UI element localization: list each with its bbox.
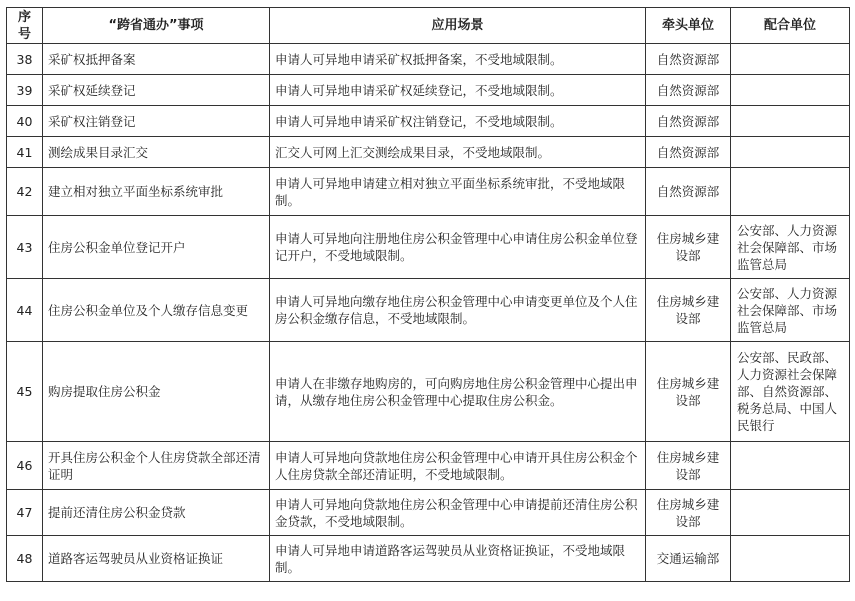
cell-no: 38: [7, 44, 43, 75]
cell-no: 46: [7, 442, 43, 490]
table-row: [7, 279, 850, 342]
table-row: [7, 342, 850, 442]
table-row: [7, 168, 850, 216]
cell-lead: 交通运输部: [646, 536, 731, 582]
table-row: [7, 442, 850, 490]
cell-item: 住房公积金单位登记开户: [43, 216, 270, 279]
cell-item: 提前还清住房公积金贷款: [43, 490, 270, 536]
cell-no: 43: [7, 216, 43, 279]
cell-item: 购房提取住房公积金: [43, 342, 270, 442]
cell-item: 采矿权延续登记: [43, 75, 270, 106]
cell-lead: 自然资源部: [646, 44, 731, 75]
cell-scene: 申请人可异地向贷款地住房公积金管理中心申请开具住房公积金个人住房贷款全部还清证明，不受地域限制。: [270, 442, 646, 490]
cell-coop: 公安部、人力资源社会保障部、市场监管总局: [731, 279, 850, 342]
cross-province-services-table: [6, 7, 850, 582]
cell-coop: 公安部、民政部、人力资源社会保障部、自然资源部、税务总局、中国人民银行: [731, 342, 850, 442]
cell-no: 39: [7, 75, 43, 106]
table-row: [7, 490, 850, 536]
cell-coop: [731, 168, 850, 216]
header-no: 序号: [7, 8, 43, 44]
cell-coop: [731, 75, 850, 106]
cell-coop: 公安部、人力资源社会保障部、市场监管总局: [731, 216, 850, 279]
cell-lead: 自然资源部: [646, 106, 731, 137]
cell-no: 48: [7, 536, 43, 582]
cell-lead: 住房城乡建设部: [646, 216, 731, 279]
table-row: [7, 75, 850, 106]
table-row: [7, 106, 850, 137]
cell-scene: 申请人可异地向贷款地住房公积金管理中心申请提前还清住房公积金贷款，不受地域限制。: [270, 490, 646, 536]
cell-no: 40: [7, 106, 43, 137]
cell-lead: 住房城乡建设部: [646, 279, 731, 342]
table-row: [7, 536, 850, 582]
cell-coop: [731, 106, 850, 137]
cell-lead: 自然资源部: [646, 168, 731, 216]
cell-scene: 申请人可异地申请建立相对独立平面坐标系统审批，不受地域限制。: [270, 168, 646, 216]
cell-no: 44: [7, 279, 43, 342]
cell-item: 采矿权抵押备案: [43, 44, 270, 75]
cell-scene: 申请人可异地申请采矿权延续登记，不受地域限制。: [270, 75, 646, 106]
header-coop: 配合单位: [731, 8, 850, 44]
cell-lead: 住房城乡建设部: [646, 490, 731, 536]
cell-lead: 自然资源部: [646, 137, 731, 168]
cell-coop: [731, 536, 850, 582]
cell-coop: [731, 137, 850, 168]
cell-coop: [731, 490, 850, 536]
cell-item: 采矿权注销登记: [43, 106, 270, 137]
cell-no: 41: [7, 137, 43, 168]
cell-scene: 申请人可异地申请道路客运驾驶员从业资格证换证，不受地域限制。: [270, 536, 646, 582]
cell-coop: [731, 44, 850, 75]
table-row: [7, 44, 850, 75]
cell-item: 开具住房公积金个人住房贷款全部还清证明: [43, 442, 270, 490]
cell-item: 道路客运驾驶员从业资格证换证: [43, 536, 270, 582]
cell-no: 47: [7, 490, 43, 536]
cell-coop: [731, 442, 850, 490]
header-lead: 牵头单位: [646, 8, 731, 44]
table-row: [7, 216, 850, 279]
document-table-wrapper: [6, 7, 849, 582]
header-item: “跨省通办”事项: [43, 8, 270, 44]
cell-item: 建立相对独立平面坐标系统审批: [43, 168, 270, 216]
cell-scene: 申请人可异地申请采矿权注销登记，不受地域限制。: [270, 106, 646, 137]
table-header-row: [7, 8, 850, 44]
header-scene: 应用场景: [270, 8, 646, 44]
table-row: [7, 137, 850, 168]
cell-scene: 申请人可异地向缴存地住房公积金管理中心申请变更单位及个人住房公积金缴存信息，不受地域限制。: [270, 279, 646, 342]
cell-lead: 住房城乡建设部: [646, 442, 731, 490]
cell-lead: 住房城乡建设部: [646, 342, 731, 442]
cell-no: 45: [7, 342, 43, 442]
cell-scene: 汇交人可网上汇交测绘成果目录，不受地域限制。: [270, 137, 646, 168]
cell-scene: 申请人可异地申请采矿权抵押备案，不受地域限制。: [270, 44, 646, 75]
cell-lead: 自然资源部: [646, 75, 731, 106]
cell-scene: 申请人在非缴存地购房的，可向购房地住房公积金管理中心提出申请，从缴存地住房公积金管理中心提取住房公积金。: [270, 342, 646, 442]
cell-no: 42: [7, 168, 43, 216]
cell-item: 住房公积金单位及个人缴存信息变更: [43, 279, 270, 342]
cell-scene: 申请人可异地向注册地住房公积金管理中心申请住房公积金单位登记开户，不受地域限制。: [270, 216, 646, 279]
cell-item: 测绘成果目录汇交: [43, 137, 270, 168]
